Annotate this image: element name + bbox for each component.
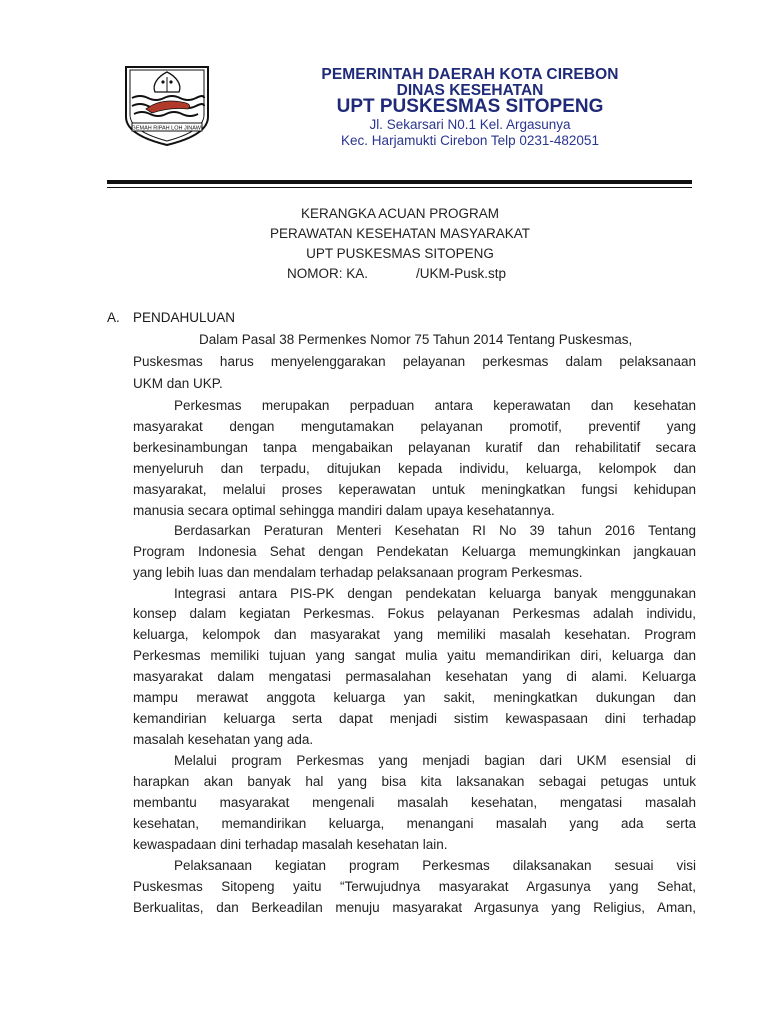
body-line: masalah kesehatan yang ada. — [133, 732, 314, 747]
doc-number-prefix: NOMOR: KA. — [287, 266, 369, 281]
doc-number — [287, 266, 506, 281]
body-line: mampu merawat anggota keluarga yan sakit, meningkatkan dukungan dan — [133, 690, 696, 705]
letterhead-government: PEMERINTAH DAERAH KOTA CIREBON — [321, 66, 619, 83]
body-line: Pelaksanaan kegiatan program Perkesmas dilaksanakan sesuai visi — [174, 858, 696, 873]
letterhead-agency: DINAS KESEHATAN — [396, 82, 544, 99]
body-line: yang lebih luas dan mendalam terhadap pelaksanaan program Perkesmas. — [133, 565, 583, 580]
body-line: Melalui program Perkesmas yang menjadi bagian dari UKM esensial di — [174, 753, 696, 768]
doc-number-suffix: /UKM-Pusk.stp — [416, 266, 507, 281]
city-seal-logo — [122, 65, 212, 147]
section-heading: PENDAHULUAN — [133, 310, 236, 325]
body-line: masyarakat, melalui proses keperawatan untuk meningkatkan fungsi kehidupan — [133, 482, 696, 497]
doc-title-line1: KERANGKA ACUAN PROGRAM — [300, 206, 500, 221]
body-line: Perkesmas merupakan perpaduan antara keperawatan dan kesehatan — [174, 398, 696, 413]
doc-title-line2: PERAWATAN KESEHATAN MASYARAKAT — [269, 226, 531, 241]
body-line: Berdasarkan Peraturan Menteri Kesehatan RI No 39 tahun 2016 Tentang — [174, 523, 696, 538]
body-line: UKM dan UKP. — [133, 376, 223, 391]
body-line: keluarga, kelompok dan masyarakat yang memiliki masalah kesehatan. Program — [133, 627, 696, 642]
letterhead-divider-thick — [107, 180, 692, 184]
body-line: Berkualitas, dan Berkeadilan menuju masyarakat Argasunya yang Religius, Aman, — [133, 900, 696, 915]
body-line: konsep dalam kegiatan Perkesmas. Fokus pelayanan Perkesmas adalah individu, — [133, 606, 696, 621]
body-line: Dalam Pasal 38 Permenkes Nomor 75 Tahun 2014 Tentang Puskesmas, — [199, 332, 633, 347]
section-letter: A. — [107, 310, 120, 325]
letterhead-address-phone: Kec. Harjamukti Cirebon Telp 0231-482051 — [341, 133, 599, 148]
body-line: manusia secara optimal sehingga mandiri dalam upaya kesehatannya. — [133, 503, 555, 518]
doc-title-line3: UPT PUSKESMAS SITOPENG — [306, 246, 494, 261]
letterhead-divider-thin — [107, 187, 692, 188]
body-line: Puskesmas Sitopeng yaitu “Terwujudnya masyarakat Argasunya yang Sehat, — [133, 879, 696, 894]
body-line: kemandirian keluarga serta dapat menjadi sistim kewaspasaan dini terhadap — [133, 711, 696, 726]
body-line: Integrasi antara PIS-PK dengan pendekatan keluarga banyak menggunakan — [174, 586, 696, 601]
body-line: harapkan akan banyak hal yang bisa kita laksanakan sebagai petugas untuk — [133, 774, 696, 789]
body-line: kesehatan, memandirikan keluarga, menangani masalah yang ada serta — [133, 816, 696, 831]
body-line: Perkesmas memiliki tujuan yang sangat mulia yaitu memandirikan diri, keluarga dan — [133, 648, 696, 663]
body-line: masyarakat dengan mengutamakan pelayanan promotif, preventif yang — [133, 419, 696, 434]
body-line: berkesinambungan tanpa mengabaikan pelayanan kuratif dan rehabilitatif secara — [133, 440, 696, 455]
body-line: masyarakat dalam mengatasi permasalahan kesehatan yang di alami. Keluarga — [133, 669, 696, 684]
letterhead-institution: UPT PUSKESMAS SITOPENG — [336, 96, 604, 117]
body-line: Puskesmas harus menyelenggarakan pelayanan perkesmas dalam pelaksanaan — [133, 354, 696, 369]
letterhead-address: Jl. Sekarsari N0.1 Kel. Argasunya — [369, 117, 571, 132]
body-line: membantu masyarakat mengenali masalah kesehatan, mengatasi masalah — [133, 795, 696, 810]
body-line: Program Indonesia Sehat dengan Pendekatan Keluarga memungkinkan jangkauan — [133, 544, 696, 559]
body-line: menyeluruh dan terpadu, ditujukan kepada individu, keluarga, kelompok dan — [133, 461, 696, 476]
body-line: kewaspadaan dini terhadap masalah kesehatan lain. — [133, 837, 448, 852]
svg-text:GEMAH RIPAH LOH JINAWI: GEMAH RIPAH LOH JINAWI — [131, 125, 203, 132]
